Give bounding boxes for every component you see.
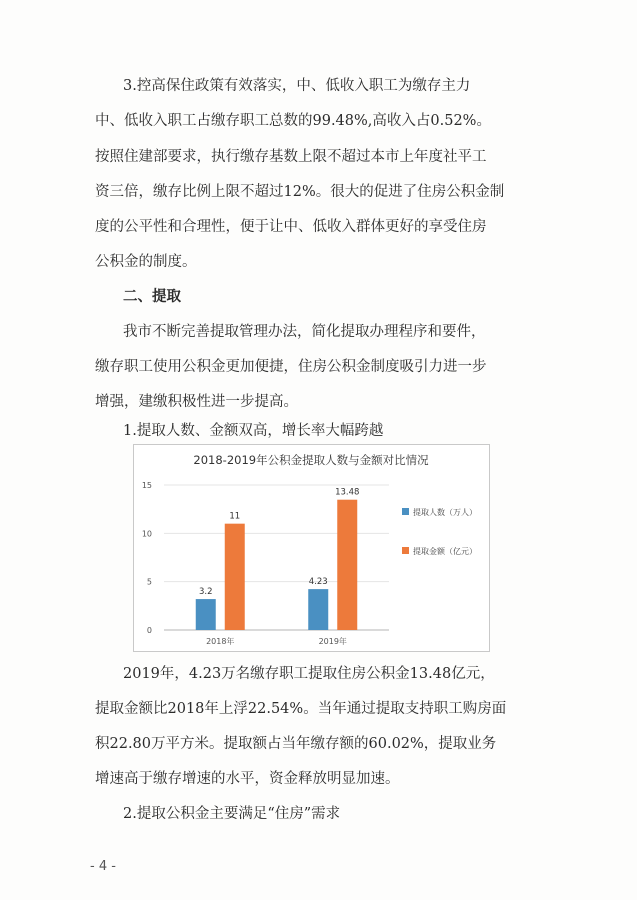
legend-swatch <box>402 547 409 554</box>
x-tick-label: 2019年 <box>318 637 347 646</box>
paragraph-line: 度的公平性和合理性，便于让中、低收入群体更好的享受住房 <box>95 219 487 235</box>
data-label: 4.23 <box>308 577 328 588</box>
chart-title: 2018-2019年公积金提取人数与金额对比情况 <box>193 453 429 467</box>
paragraph-line: 资三倍，缴存比例上限不超过12%。很大的促进了住房公积金制 <box>95 184 505 200</box>
paragraph-line: 我市不断完善提取管理办法，简化提取办理程序和要件， <box>123 324 486 340</box>
paragraph-line: 中、低收入职工占缴存职工总数的99.48%,高收入占0.52%。 <box>95 113 491 129</box>
data-label: 3.2 <box>198 587 213 598</box>
withdrawal-chart <box>133 444 490 652</box>
paragraph-line: 提取金额比2018年上浮22.54%。当年通过提取支持职工购房面 <box>95 701 507 717</box>
paragraph-line: 增强，建缴积极性进一步提高。 <box>95 394 298 410</box>
y-tick-label: 15 <box>141 481 152 490</box>
subheading-1: 1.提取人数、金额双高，增长率大幅跨越 <box>123 423 384 439</box>
x-tick-label: 2018年 <box>206 637 235 646</box>
bar-count <box>308 589 328 630</box>
paragraph-heading-3: 3.控高保住政策有效落实，中、低收入职工为缴存主力 <box>123 78 471 94</box>
legend-swatch <box>402 508 409 515</box>
chart-canvas <box>134 445 489 651</box>
paragraph-line: 2019年，4.23万名缴存职工提取住房公积金13.48亿元， <box>123 666 495 682</box>
paragraph-line: 缴存职工使用公积金更加便捷，住房公积金制度吸引力进一步 <box>95 359 487 375</box>
y-tick-label: 5 <box>146 577 152 587</box>
bar-amount <box>337 500 357 630</box>
bar-count <box>196 599 216 630</box>
paragraph-line: 公积金的制度。 <box>95 254 197 270</box>
paragraph-line: 按照住建部要求，执行缴存基数上限不超过本市上年度社平工 <box>95 149 487 165</box>
data-label: 13.48 <box>335 487 360 498</box>
paragraph-line: 积22.80万平方米。提取额占当年缴存额的60.02%，提取业务 <box>95 736 497 752</box>
data-label: 11 <box>229 511 241 522</box>
subheading-2: 2.提取公积金主要满足“住房”需求 <box>123 806 341 822</box>
y-tick-label: 10 <box>141 529 152 539</box>
legend-label: 提取金额（亿元） <box>413 547 477 556</box>
section-heading-withdrawal: 二、提取 <box>123 289 181 305</box>
bar-amount <box>225 524 245 630</box>
legend-label: 提取人数（万人） <box>413 508 477 517</box>
page-number: - 4 - <box>90 859 116 874</box>
y-tick-label: 0 <box>146 626 152 635</box>
paragraph-line: 增速高于缴存增速的水平，资金释放明显加速。 <box>95 771 400 787</box>
